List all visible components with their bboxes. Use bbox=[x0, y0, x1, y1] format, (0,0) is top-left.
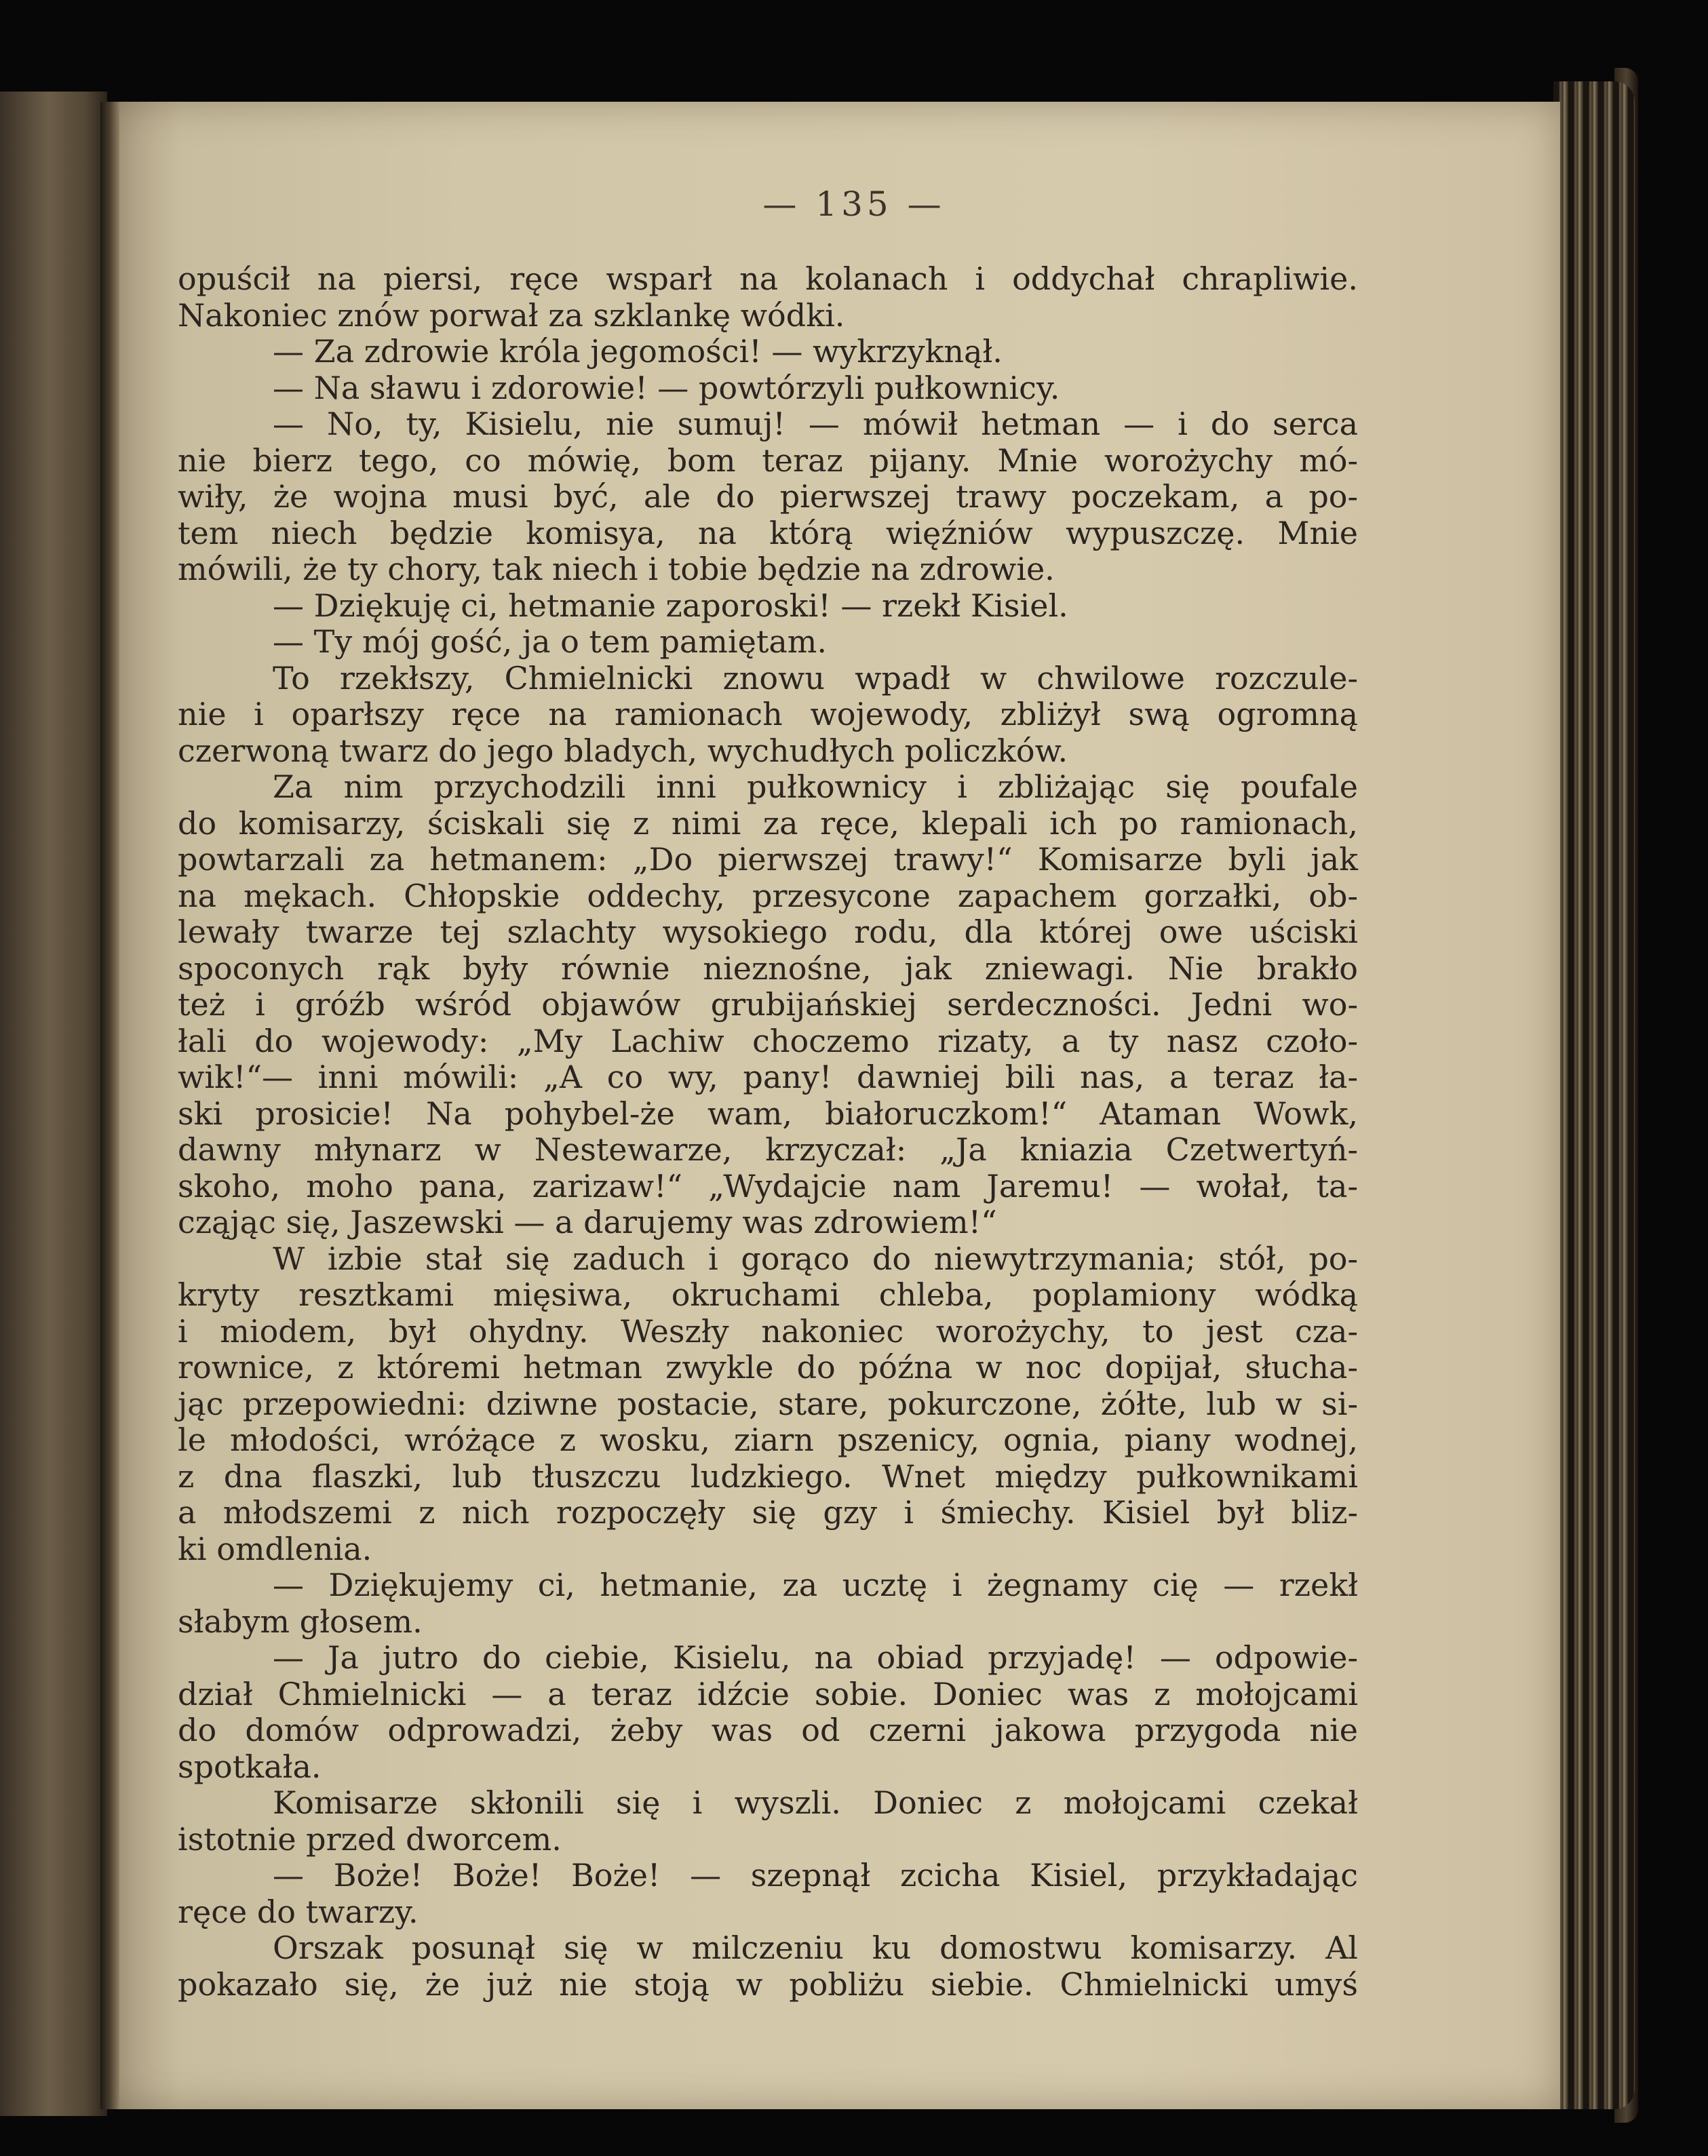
text-line: — Boże! Boże! Boże! — szepnął zcicha Kisiel, przykładając bbox=[273, 1857, 1358, 1894]
book-gutter bbox=[100, 102, 119, 2109]
text-line: Orszak posunął się w milczeniu ku domostwu komisarzy. Al bbox=[273, 1929, 1358, 1966]
text-line: na mękach. Chłopskie oddechy, przesycone zapachem gorzałki, ob- bbox=[178, 877, 1358, 914]
text-line: Komisarze skłonili się i wyszli. Doniec z mołojcami czekał bbox=[273, 1784, 1358, 1821]
text-line: To rzekłszy, Chmielnicki znowu wpadł w chwilowe rozczule- bbox=[273, 659, 1358, 697]
text-line: wiły, że wojna musi być, ale do pierwszej trawy poczekam, a po- bbox=[178, 478, 1358, 515]
text-line: nie bierz tego, co mówię, bom teraz pijany. Mnie worożychy mó- bbox=[178, 442, 1358, 479]
text-line: tem niech będzie komisya, na którą więźniów wypuszczę. Mnie bbox=[178, 514, 1358, 551]
text-line: W izbie stał się zaduch i gorąco do niewytrzymania; stół, po- bbox=[273, 1240, 1358, 1277]
text-line: Nakoniec znów porwał za szklankę wódki. bbox=[178, 296, 845, 334]
text-line: czerwoną twarz do jego bladych, wychudłych policzków. bbox=[178, 732, 1068, 769]
text-line: ki omdlenia. bbox=[178, 1530, 372, 1567]
text-line: ski prosicie! Na pohybel-że wam, białoruczkom!“ Ataman Wowk, bbox=[178, 1095, 1358, 1132]
text-line: kryty resztkami mięsiwa, okruchami chleba, poplamiony wódką bbox=[178, 1276, 1358, 1313]
page-body-text bbox=[178, 261, 1358, 2003]
text-line: — Ty mój gość, ja o tem pamiętam. bbox=[273, 623, 828, 660]
text-line: — Dziękuję ci, hetmanie zaporoski! — rzekł Kisiel. bbox=[273, 587, 1068, 624]
text-line: mówili, że ty chory, tak niech i tobie będzie na zdrowie. bbox=[178, 551, 1055, 587]
text-line: słabym głosem. bbox=[178, 1603, 423, 1640]
text-line: opuścił na piersi, ręce wsparł na kolanach i oddychał chrapliwie. bbox=[178, 260, 1358, 297]
text-line: wik!“— inni mówili: „A co wy, pany! dawniej bili nas, a teraz ła- bbox=[178, 1059, 1358, 1095]
text-line: spotkała. bbox=[178, 1748, 322, 1785]
text-line: pokazało się, że już nie stoją w pobliżu siebie. Chmielnicki umyś bbox=[178, 1965, 1358, 2003]
text-line: dawny młynarz w Nestewarze, krzyczał: „Ja kniazia Czetwertyń- bbox=[178, 1131, 1358, 1168]
text-line: jąc przepowiedni: dziwne postacie, stare, pokurczone, żółte, lub w si- bbox=[178, 1385, 1358, 1422]
text-line: — No, ty, Kisielu, nie sumuj! — mówił hetman — i do serca bbox=[273, 406, 1358, 442]
text-line: le młodości, wróżące z wosku, ziarn pszenicy, ognia, piany wodnej, bbox=[178, 1422, 1358, 1458]
text-line: nie i oparłszy ręce na ramionach wojewody, zbliżył swą ogromną bbox=[178, 696, 1358, 732]
left-page-edge bbox=[0, 92, 107, 2116]
text-line: z dna flaszki, lub tłuszczu ludzkiego. Wnet między pułkownikami bbox=[178, 1457, 1358, 1495]
page-number: — 135 — bbox=[762, 184, 946, 224]
text-line: istotnie przed dworcem. bbox=[178, 1820, 562, 1858]
text-line: skoho, moho pana, zarizaw!“ „Wydajcie nam Jaremu! — wołał, ta- bbox=[178, 1167, 1358, 1204]
text-line: powtarzali za hetmanem: „Do pierwszej trawy!“ Komisarze byli jak bbox=[178, 841, 1358, 878]
text-line: dział Chmielnicki — a teraz idźcie sobie. Doniec was z mołojcami bbox=[178, 1675, 1358, 1712]
text-line: — Na sławu i zdorowie! — powtórzyli pułkownicy. bbox=[273, 369, 1060, 406]
text-line: lewały twarze tej szlachty wysokiego rodu, dla której owe uściski bbox=[178, 914, 1358, 950]
text-line: do komisarzy, ściskali się z nimi za ręce, klepali ich po ramionach, bbox=[178, 804, 1358, 842]
text-line: też i gróźb wśród objawów grubijańskiej serdeczności. Jedni wo- bbox=[178, 986, 1358, 1023]
text-line: i miodem, był ohydny. Weszły nakoniec worożychy, to jest cza- bbox=[178, 1312, 1358, 1350]
text-line: łali do wojewody: „My Lachiw choczemo rizaty, a ty nasz czoło- bbox=[178, 1022, 1358, 1059]
text-line: do domów odprowadzi, żeby was od czerni jakowa przygoda nie bbox=[178, 1712, 1358, 1748]
text-line: — Za zdrowie króla jegomości! — wykrzyknął. bbox=[273, 333, 1003, 370]
text-line: — Ja jutro do ciebie, Kisielu, na obiad przyjadę! — odpowie- bbox=[273, 1639, 1358, 1676]
text-line: cząjąc się, Jaszewski — a darujemy was zdrowiem!“ bbox=[178, 1204, 997, 1240]
text-line: ręce do twarzy. bbox=[178, 1893, 419, 1930]
text-line: Za nim przychodzili inni pułkownicy i zbliżając się poufale bbox=[273, 768, 1358, 805]
page-stack-edges bbox=[1553, 81, 1635, 2109]
text-line: a młodszemi z nich rozpoczęły się gzy i śmiechy. Kisiel był bliz- bbox=[178, 1494, 1358, 1531]
text-line: — Dziękujemy ci, hetmanie, za ucztę i żegnamy cię — rzekł bbox=[273, 1567, 1358, 1603]
text-line: rownice, z któremi hetman zwykle do późna w noc dopijał, słucha- bbox=[178, 1349, 1358, 1386]
text-line: spoconych rąk były równie nieznośne, jak zniewagi. Nie brakło bbox=[178, 949, 1358, 987]
